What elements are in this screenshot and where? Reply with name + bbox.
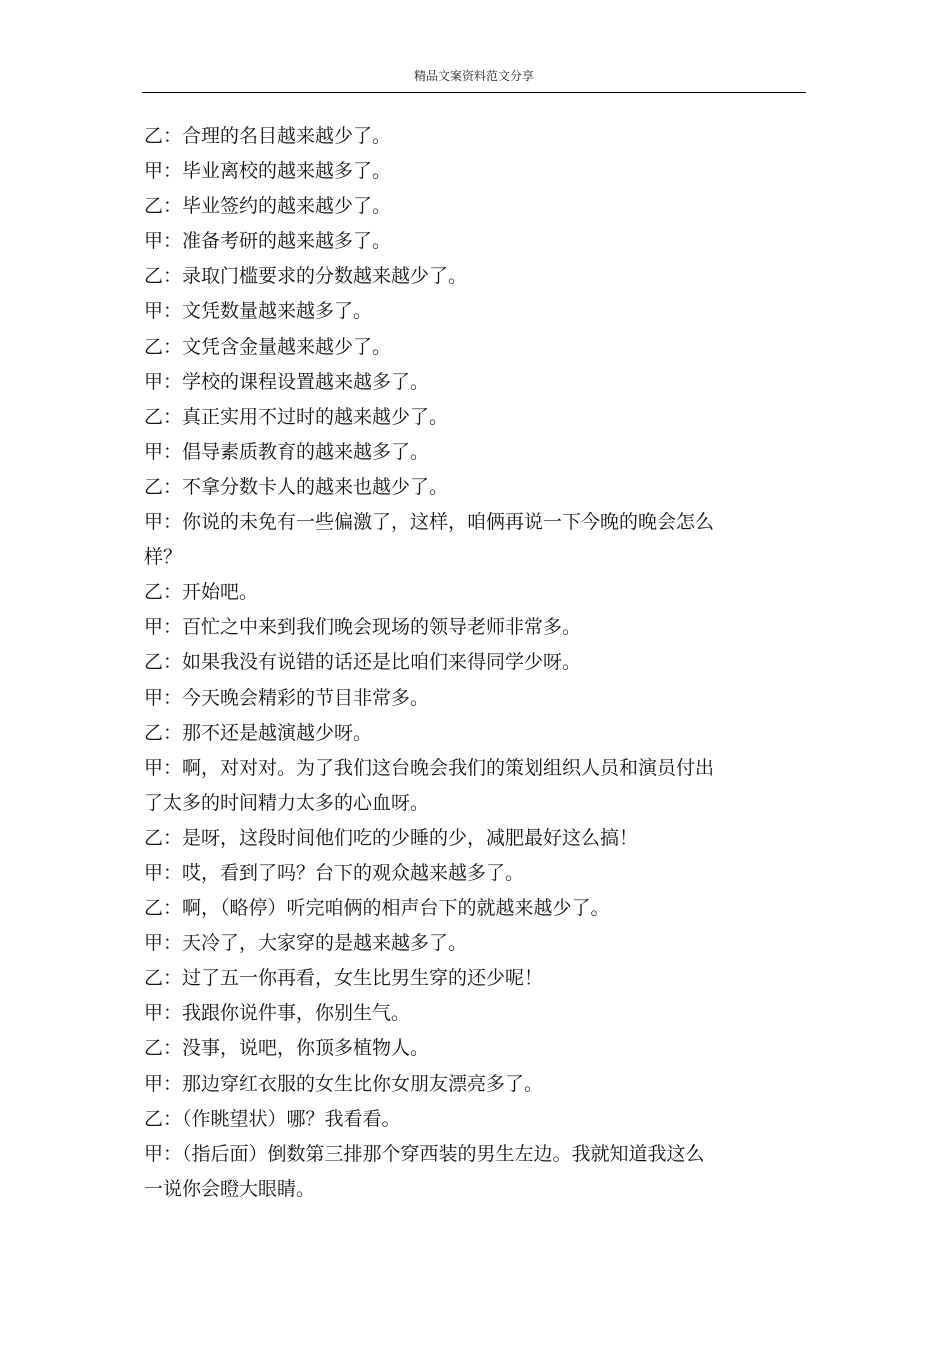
text-line: 甲：我跟你说件事，你别生气。 bbox=[144, 1002, 411, 1025]
page-header bbox=[142, 62, 806, 93]
text-line: 乙：那不还是越演越少呀。 bbox=[144, 721, 373, 744]
text-line: 乙：啊，（略停）听完咱俩的相声台下的就越来越少了。 bbox=[144, 897, 610, 920]
text-line: 乙：没事，说吧，你顶多植物人。 bbox=[144, 1037, 430, 1060]
text-line: 甲：百忙之中来到我们晚会现场的领导老师非常多。 bbox=[144, 616, 582, 639]
text-line: 甲：文凭数量越来越多了。 bbox=[144, 300, 373, 323]
text-line: 甲：毕业离校的越来越多了。 bbox=[144, 160, 392, 183]
text-line: 甲：学校的课程设置越来越多了。 bbox=[144, 370, 430, 393]
text-line: 乙：（作眺望状）哪？我看看。 bbox=[144, 1107, 401, 1130]
text-line: 了太多的时间精力太多的心血呀。 bbox=[144, 791, 430, 814]
text-line: 乙：过了五一你再看，女生比男生穿的还少呢！ bbox=[144, 967, 544, 990]
header-title: 精品文案资料范文分享 bbox=[413, 69, 534, 83]
text-line: 乙：如果我没有说错的话还是比咱们来得同学少呀。 bbox=[144, 651, 582, 674]
text-line: 一说你会瞪大眼睛。 bbox=[144, 1177, 316, 1200]
text-line: 样？ bbox=[144, 546, 183, 569]
text-line: 乙：是呀，这段时间他们吃的少睡的少，减肥最好这么搞！ bbox=[144, 826, 639, 849]
text-line: 甲：倡导素质教育的越来越多了。 bbox=[144, 440, 430, 463]
text-line: 甲：今天晚会精彩的节目非常多。 bbox=[144, 686, 430, 709]
text-line: 乙：录取门槛要求的分数越来越少了。 bbox=[144, 265, 468, 288]
text-line: 乙：毕业签约的越来越少了。 bbox=[144, 195, 392, 218]
text-line: 乙：开始吧。 bbox=[144, 581, 259, 604]
text-line: 甲：（指后面）倒数第三排那个穿西装的男生左边。我就知道我这么 bbox=[144, 1142, 705, 1165]
text-line: 甲：那边穿红衣服的女生比你女朋友漂亮多了。 bbox=[144, 1072, 544, 1095]
text-line: 甲：准备考研的越来越多了。 bbox=[144, 230, 392, 253]
document-body bbox=[144, 119, 774, 1207]
text-line: 甲：哎，看到了吗？台下的观众越来越多了。 bbox=[144, 861, 525, 884]
text-line: 甲：你说的未免有一些偏激了，这样，咱俩再说一下今晚的晚会怎么 bbox=[144, 511, 715, 534]
text-line: 乙：不拿分数卡人的越来也越少了。 bbox=[144, 475, 449, 498]
text-line: 乙：合理的名目越来越少了。 bbox=[144, 125, 392, 147]
text-line: 乙：真正实用不过时的越来越少了。 bbox=[144, 405, 449, 428]
text-line: 乙：文凭含金量越来越少了。 bbox=[144, 335, 392, 358]
text-line: 甲：啊，对对对。为了我们这台晚会我们的策划组织人员和演员付出 bbox=[144, 756, 715, 779]
text-line: 甲：天冷了，大家穿的是越来越多了。 bbox=[144, 932, 468, 955]
